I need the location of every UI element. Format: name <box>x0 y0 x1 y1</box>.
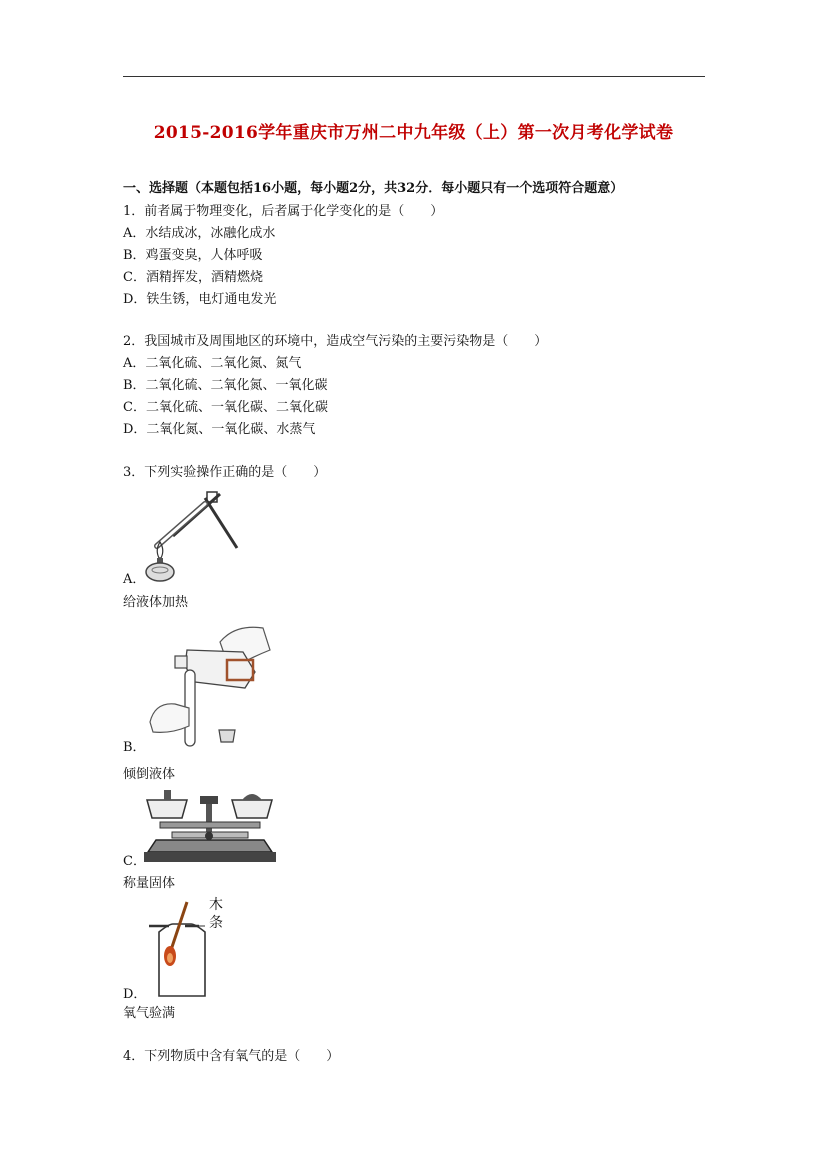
question-3-option-a-caption: 给液体加热 <box>123 595 189 610</box>
section-heading: 一、选择题（本题包括16小题，每小题2分，共32分．每小题只有一个选项符合题意） <box>123 181 624 196</box>
question-3-option-c-letter: C． <box>123 854 146 869</box>
page-title: 2015-2016学年重庆市万州二中九年级（上）第一次月考化学试卷 <box>153 123 674 143</box>
question-2-option-b: B．二氧化硫、二氧化氮、一氧化碳 <box>123 378 328 393</box>
question-2-option-d: D．二氧化氮、一氧化碳、水蒸气 <box>123 422 316 437</box>
balance-weighing-icon <box>142 788 277 870</box>
question-3-option-a-letter: A． <box>123 572 146 587</box>
question-3-option-d-caption: 氧气验满 <box>123 1006 176 1021</box>
question-4-stem: 4．下列物质中含有氧气的是（ ） <box>123 1049 340 1064</box>
question-2-stem: 2．我国城市及周围地区的环境中，造成空气污染的主要污染物是（ ） <box>123 334 548 349</box>
alcohol-lamp-heating-icon <box>145 488 245 583</box>
header-rule <box>123 76 705 77</box>
question-3-option-d-letter: D． <box>123 987 147 1002</box>
question-1-option-d: D．铁生锈，电灯通电发光 <box>123 292 277 307</box>
question-1-option-c: C．酒精挥发，酒精燃烧 <box>123 270 263 285</box>
question-3-option-b-letter: B． <box>123 740 146 755</box>
question-2-option-c: C．二氧化硫、一氧化碳、二氧化碳 <box>123 400 328 415</box>
wood-splint-label <box>209 896 223 932</box>
wood-splint-label-char-2: 条 <box>209 915 223 931</box>
question-3-option-c-caption: 称量固体 <box>123 876 176 891</box>
question-1-stem: 1．前者属于物理变化，后者属于化学变化的是（ ） <box>123 204 444 219</box>
question-3-option-b-caption: 倾倒液体 <box>123 767 176 782</box>
question-1-option-a: A．水结成冰，冰融化成水 <box>123 226 276 241</box>
wood-splint-label-char-1: 木 <box>209 897 223 913</box>
question-3-stem: 3．下列实验操作正确的是（ ） <box>123 465 327 480</box>
question-2-option-a: A．二氧化硫、二氧化氮、氮气 <box>123 356 302 371</box>
pouring-liquid-icon <box>145 622 275 747</box>
question-1-option-b: B．鸡蛋变臭，人体呼吸 <box>123 248 263 263</box>
